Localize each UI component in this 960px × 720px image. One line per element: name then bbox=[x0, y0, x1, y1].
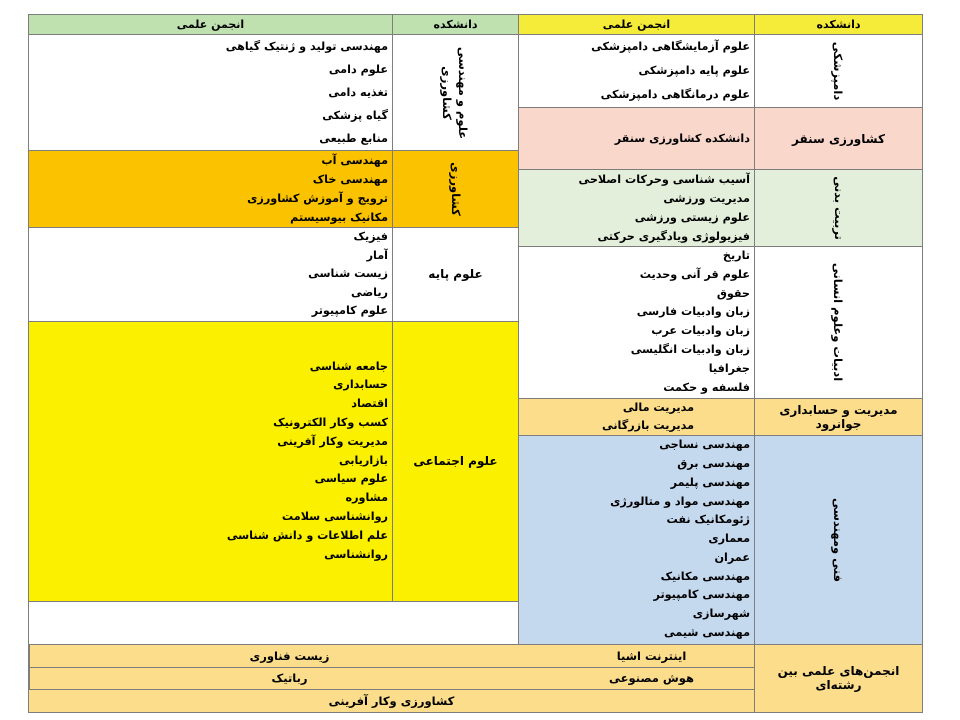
header-faculty-left: دانشکده bbox=[393, 15, 519, 35]
list-item: علوم سیاسی bbox=[314, 472, 388, 486]
list-item: علوم آزمایشگاهی دامپزشکی bbox=[591, 40, 750, 53]
list-item: شهرسازی bbox=[692, 607, 750, 621]
header-row bbox=[29, 15, 923, 35]
list-item: مکانیک بیوسیستم bbox=[290, 211, 388, 224]
list-item: گیاه پزشکی bbox=[322, 109, 388, 122]
faculty-social-sciences: علوم اجتماعی bbox=[393, 321, 519, 601]
list-item: دانشکده کشاورزی سنقر bbox=[614, 132, 750, 145]
faculty-veterinary bbox=[755, 35, 923, 108]
list-item: بازاریابی bbox=[338, 453, 388, 467]
list-item: کسب وکار الکترونیک bbox=[273, 416, 388, 429]
societies-basic-sciences bbox=[29, 228, 393, 322]
list-item: زیست شناسی bbox=[308, 267, 388, 280]
list-item: مهندسی برق bbox=[677, 456, 750, 470]
list-item: مدیریت مالی bbox=[622, 400, 694, 414]
list-item: مدیریت ورزشی bbox=[663, 192, 750, 205]
list-item: تاریخ bbox=[722, 249, 750, 263]
faculty-physical-education bbox=[755, 170, 923, 247]
list-item: تغذیه دامی bbox=[328, 86, 388, 99]
list-item: جغرافیا bbox=[708, 361, 750, 375]
list-item: فیزیولوژی ویادگیری حرکتی bbox=[597, 230, 750, 243]
list-item: مشاوره bbox=[345, 491, 388, 505]
list-item: زبان وادبیات عرب bbox=[651, 324, 750, 338]
list-item: اقتصاد bbox=[351, 397, 388, 411]
faculty-veterinary-label: دامپزشکی bbox=[831, 41, 846, 101]
list-item: مهندسی آب bbox=[321, 154, 388, 167]
inter-faculty-band bbox=[29, 644, 755, 712]
faculty-agri-engineering-line1: علوم و مهندسی bbox=[456, 46, 471, 139]
societies-management-javanrud bbox=[519, 398, 755, 435]
list-item: معماری bbox=[708, 532, 750, 546]
list-item: زبان وادبیات فارسی bbox=[636, 305, 750, 319]
societies-humanities bbox=[519, 247, 755, 399]
list-item: مهندسی تولید و ژنتیک گیاهی bbox=[225, 40, 388, 53]
list-item: علوم درمانگاهی دامپزشکی bbox=[600, 88, 750, 101]
faculty-inter-faculty: انجمن‌های علمی بین رشته‌ای bbox=[755, 644, 923, 712]
list-item: علوم پایه دامپزشکی bbox=[638, 64, 750, 77]
header-society-left: انجمن علمی bbox=[29, 15, 393, 35]
list-item: علوم زیستی ورزشی bbox=[634, 211, 750, 224]
inter-faculty-wide-1: زیست فناوری bbox=[29, 645, 549, 668]
faculty-agriculture bbox=[393, 151, 519, 228]
faculty-management-javanrud: مدیریت و حسابداری جوانرود bbox=[755, 398, 923, 435]
list-item: مهندسی کامپیوتر bbox=[653, 588, 750, 602]
inter-faculty-narrow-2: هوش مصنوعی bbox=[549, 668, 754, 690]
list-item: مدیریت وکار آفرینی bbox=[277, 434, 388, 448]
list-item: علوم دامی bbox=[328, 63, 388, 76]
societies-social-sciences bbox=[29, 321, 393, 601]
societies-agriculture bbox=[29, 151, 393, 228]
list-item: علم اطلاعات و دانش شناسی bbox=[226, 528, 388, 542]
list-item: عمران bbox=[714, 550, 750, 564]
inter-faculty-full: کشاورزی وکار آفرینی bbox=[328, 693, 455, 708]
list-item: فیزیک bbox=[353, 230, 388, 243]
inter-faculty-grid bbox=[29, 645, 754, 712]
list-item: مهندسی خاک bbox=[312, 173, 388, 186]
header-society-right: انجمن علمی bbox=[519, 15, 755, 35]
list-item: زبان وادبیات انگلیسی bbox=[630, 343, 750, 357]
societies-agri-engineering bbox=[29, 35, 393, 151]
list-item: مدیریت بازرگانی bbox=[602, 418, 694, 432]
inter-faculty-wide-2: رباتیک bbox=[29, 668, 549, 690]
faculty-humanities bbox=[755, 247, 923, 399]
faculty-agriculture-label: کشاورزی bbox=[448, 162, 463, 216]
list-item: روانشناسی سلامت bbox=[281, 509, 388, 523]
list-item: جامعه شناسی bbox=[309, 359, 388, 373]
list-item: آسیب شناسی وحرکات اصلاحی bbox=[578, 173, 750, 186]
societies-engineering bbox=[519, 435, 755, 644]
list-item: مهندسی نساجی bbox=[659, 438, 750, 452]
faculty-sonqor: کشاورزی سنقر bbox=[755, 108, 923, 170]
list-item: علوم کامپیوتر bbox=[311, 304, 388, 317]
faculty-agri-engineering-label bbox=[440, 46, 472, 138]
societies-sonqor bbox=[519, 108, 755, 170]
faculty-agri-engineering-line2: کشاورزی bbox=[440, 65, 455, 120]
faculty-agri-engineering bbox=[393, 35, 519, 151]
societies-veterinary bbox=[519, 35, 755, 108]
list-item: فلسفه و حکمت bbox=[663, 380, 750, 394]
table-row bbox=[29, 35, 923, 108]
header-faculty-right: دانشکده bbox=[755, 15, 923, 35]
list-item: علوم قر آنی وحدیث bbox=[639, 267, 750, 281]
faculty-basic-sciences: علوم پایه bbox=[393, 228, 519, 322]
societies-physical-education bbox=[519, 170, 755, 247]
list-item: ریاضی bbox=[351, 285, 388, 299]
list-item: روانشناسی bbox=[324, 547, 388, 561]
inter-faculty-narrow-1: اینترنت اشیا bbox=[549, 645, 754, 668]
faculty-physical-education-label: تربیت بدنی bbox=[831, 176, 846, 240]
list-item: ژئومکانیک نفت bbox=[666, 513, 750, 527]
list-item: منابع طبیعی bbox=[319, 132, 388, 145]
list-item: مهندسی مواد و متالورژی bbox=[610, 494, 750, 508]
list-item: مهندسی شیمی bbox=[664, 626, 750, 640]
list-item: آمار bbox=[366, 248, 388, 262]
list-item: حسابداری bbox=[333, 378, 388, 392]
list-item: حقوق bbox=[716, 286, 750, 300]
list-item: مهندسی مکانیک bbox=[660, 569, 750, 583]
table-row bbox=[29, 644, 923, 712]
list-item: ترویج و آموزش کشاورزی bbox=[247, 192, 388, 205]
list-item: مهندسی پلیمر bbox=[670, 475, 750, 489]
faculty-humanities-label: ادبیات وعلوم انسانی bbox=[831, 263, 846, 382]
societies-table bbox=[28, 14, 923, 713]
faculty-engineering-label: فنی ومهندسی bbox=[831, 497, 846, 582]
faculty-engineering bbox=[755, 435, 923, 644]
